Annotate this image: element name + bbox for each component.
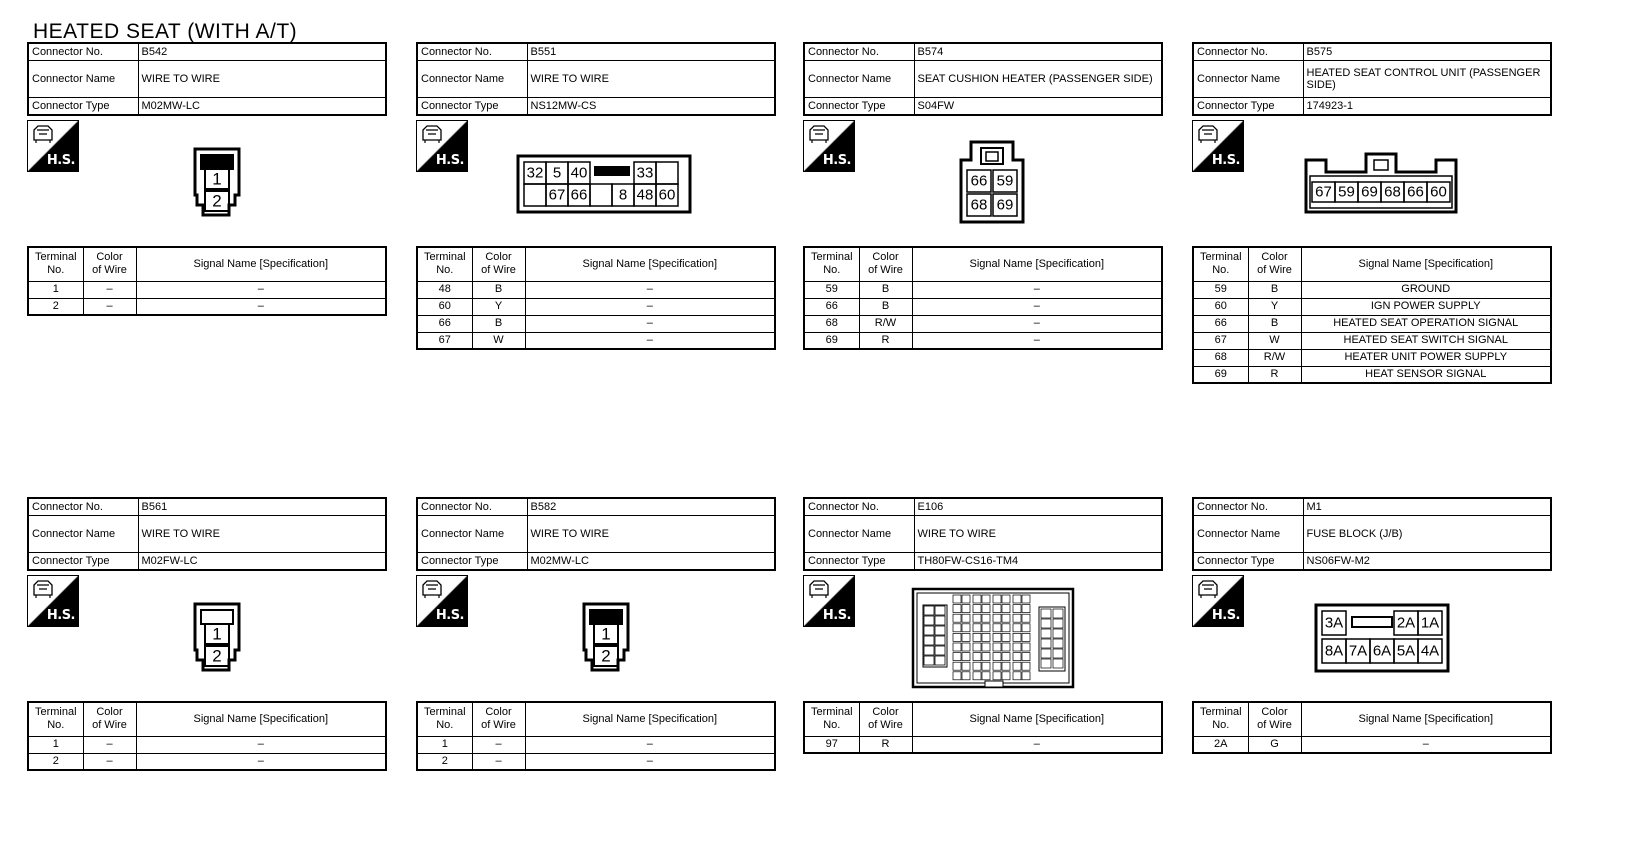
- table-row: [28, 281, 386, 298]
- signal-name-cell: GROUND: [1301, 281, 1551, 298]
- connector-name-label: Connector Name: [804, 515, 914, 552]
- connector-type-row: [28, 552, 386, 570]
- pin-label: 59: [996, 172, 1014, 190]
- connector-type-value: NS06FW-M2: [1303, 552, 1551, 570]
- connector-no-label: Connector No.: [804, 43, 914, 60]
- terminal-no-header: Terminal No.: [28, 702, 83, 736]
- connector-type-label: Connector Type: [804, 552, 914, 570]
- connector-block-b551: [416, 42, 776, 346]
- table-row: [28, 753, 386, 770]
- signal-name-cell: HEATER UNIT POWER SUPPLY: [1301, 349, 1551, 366]
- connector-type-value: M02MW-LC: [527, 552, 775, 570]
- pin-label: 4A: [1420, 642, 1440, 660]
- hs-label: H.S.: [435, 608, 464, 623]
- connector-no-value: E106: [914, 498, 1162, 515]
- connector-no-value: M1: [1303, 498, 1551, 515]
- table-row: [804, 281, 1162, 298]
- connector-type-value: M02FW-LC: [138, 552, 386, 570]
- connector-info-table: [1192, 42, 1552, 116]
- color-of-wire-cell: –: [472, 736, 525, 753]
- connector-no-value: B551: [527, 43, 775, 60]
- signal-name-cell: HEAT SENSOR SIGNAL: [1301, 366, 1551, 383]
- color-of-wire-header: Color of Wire: [83, 247, 136, 281]
- connector-info-table: [27, 42, 387, 116]
- hs-label: H.S.: [822, 153, 851, 168]
- harness-side-badge: [803, 120, 855, 172]
- terminal-no-cell: 2: [417, 753, 472, 770]
- connector-no-label: Connector No.: [1193, 43, 1303, 60]
- connector-info-table: [27, 497, 387, 571]
- pin-label: 6A: [1372, 642, 1392, 660]
- pin-label: 66: [970, 172, 988, 190]
- terminal-no-cell: 66: [417, 315, 472, 332]
- connector-info-table: [803, 42, 1163, 116]
- connector-no-row: [1193, 43, 1551, 60]
- color-of-wire-header: Color of Wire: [859, 247, 912, 281]
- terminal-table: [27, 701, 387, 771]
- connector-name-value: WIRE TO WIRE: [138, 60, 386, 97]
- harness-side-car-icon: [32, 124, 54, 144]
- signal-name-cell: –: [912, 281, 1162, 298]
- color-of-wire-cell: –: [83, 736, 136, 753]
- terminal-no-cell: 67: [1193, 332, 1248, 349]
- terminal-table: [27, 246, 387, 316]
- connector-name-label: Connector Name: [28, 60, 138, 97]
- color-of-wire-cell: W: [472, 332, 525, 349]
- connector-block-b582: [416, 497, 776, 782]
- connector-type-row: [28, 97, 386, 115]
- pin-label: 68: [1384, 183, 1401, 201]
- pin-label: 1: [601, 624, 611, 644]
- terminal-no-cell: 60: [1193, 298, 1248, 315]
- harness-side-badge: [27, 575, 79, 627]
- connector-block-b542: [27, 42, 387, 327]
- terminal-table: [1192, 246, 1552, 384]
- signal-name-cell: –: [912, 298, 1162, 315]
- connector-name-label: Connector Name: [417, 515, 527, 552]
- terminal-header-row: [804, 247, 1162, 281]
- color-of-wire-header: Color of Wire: [472, 247, 525, 281]
- terminal-no-cell: 1: [417, 736, 472, 753]
- harness-side-car-icon: [421, 124, 443, 144]
- color-of-wire-cell: B: [1248, 315, 1301, 332]
- signal-name-cell: –: [136, 281, 386, 298]
- connector-block-b574: [803, 42, 1163, 346]
- connector-face: [911, 587, 1075, 694]
- connector-type-label: Connector Type: [1193, 97, 1303, 115]
- table-row: [1193, 736, 1551, 753]
- table-row: [417, 281, 775, 298]
- table-row: [28, 736, 386, 753]
- connector-name-value: WIRE TO WIRE: [914, 515, 1162, 552]
- signal-name-cell: –: [525, 298, 775, 315]
- terminal-no-cell: 2A: [1193, 736, 1248, 753]
- terminal-no-cell: 60: [417, 298, 472, 315]
- connector-face: [1314, 603, 1450, 678]
- terminal-header-row: [1193, 247, 1551, 281]
- color-of-wire-cell: Y: [472, 298, 525, 315]
- connector-no-row: [804, 43, 1162, 60]
- table-row: [28, 298, 386, 315]
- pin-label: 40: [570, 164, 588, 182]
- connector-type-value: 174923-1: [1303, 97, 1551, 115]
- signal-name-cell: –: [912, 736, 1162, 753]
- connector-name-row: [804, 515, 1162, 552]
- harness-side-badge: [803, 575, 855, 627]
- table-row: [417, 736, 775, 753]
- terminal-no-header: Terminal No.: [417, 702, 472, 736]
- terminal-no-cell: 59: [804, 281, 859, 298]
- connector-type-value: M02MW-LC: [138, 97, 386, 115]
- pin-label: 8A: [1324, 642, 1344, 660]
- terminal-no-cell: 66: [804, 298, 859, 315]
- harness-side-badge: [1192, 575, 1244, 627]
- pin-label: 1A: [1420, 614, 1440, 632]
- terminal-header-row: [804, 702, 1162, 736]
- table-row: [1193, 315, 1551, 332]
- terminal-no-cell: 59: [1193, 281, 1248, 298]
- pin-label: 5A: [1396, 642, 1416, 660]
- connector-name-value: WIRE TO WIRE: [527, 515, 775, 552]
- connector-block-m1: [1192, 497, 1552, 782]
- terminal-no-cell: 67: [417, 332, 472, 349]
- pin-label: 2A: [1396, 614, 1416, 632]
- table-row: [804, 298, 1162, 315]
- pin-label: 1: [212, 624, 222, 644]
- harness-side-car-icon: [421, 579, 443, 599]
- terminal-no-header: Terminal No.: [804, 702, 859, 736]
- hs-label: H.S.: [1211, 153, 1240, 168]
- connector-type-row: [417, 97, 775, 115]
- pin-label: 66: [1407, 183, 1424, 201]
- connector-block-b561: [27, 497, 387, 782]
- connector-face: [193, 147, 243, 224]
- connector-no-label: Connector No.: [28, 43, 138, 60]
- signal-name-cell: –: [912, 315, 1162, 332]
- color-of-wire-cell: B: [472, 281, 525, 298]
- pin-label: 60: [1430, 183, 1447, 201]
- color-of-wire-header: Color of Wire: [1248, 702, 1301, 736]
- pin-label: 5: [552, 164, 562, 182]
- connector-no-row: [804, 498, 1162, 515]
- signal-name-header: Signal Name [Specification]: [136, 702, 386, 736]
- connector-name-label: Connector Name: [804, 60, 914, 97]
- table-row: [1193, 281, 1551, 298]
- hs-label: H.S.: [435, 153, 464, 168]
- connector-name-value: HEATED SEAT CONTROL UNIT (PASSENGER SIDE): [1303, 60, 1551, 97]
- signal-name-cell: IGN POWER SUPPLY: [1301, 298, 1551, 315]
- signal-name-cell: –: [136, 736, 386, 753]
- connector-name-value: FUSE BLOCK (J/B): [1303, 515, 1551, 552]
- connector-no-row: [417, 43, 775, 60]
- pin-label: 67: [1315, 183, 1332, 201]
- color-of-wire-header: Color of Wire: [83, 702, 136, 736]
- harness-side-car-icon: [1197, 124, 1219, 144]
- pin-label: 68: [970, 196, 988, 214]
- connector-name-row: [28, 515, 386, 552]
- signal-name-header: Signal Name [Specification]: [912, 702, 1162, 736]
- signal-name-cell: –: [525, 332, 775, 349]
- connector-type-row: [417, 552, 775, 570]
- connector-face: [1304, 150, 1460, 219]
- signal-name-cell: HEATED SEAT OPERATION SIGNAL: [1301, 315, 1551, 332]
- color-of-wire-cell: G: [1248, 736, 1301, 753]
- connector-type-value: NS12MW-CS: [527, 97, 775, 115]
- color-of-wire-cell: R/W: [859, 315, 912, 332]
- terminal-no-cell: 69: [804, 332, 859, 349]
- connector-type-label: Connector Type: [1193, 552, 1303, 570]
- pin-label: 2: [212, 191, 222, 211]
- page-title: HEATED SEAT (WITH A/T): [33, 20, 298, 43]
- table-row: [417, 315, 775, 332]
- connector-type-label: Connector Type: [804, 97, 914, 115]
- signal-name-cell: –: [1301, 736, 1551, 753]
- color-of-wire-cell: –: [83, 753, 136, 770]
- pin-label: 69: [996, 196, 1014, 214]
- terminal-no-header: Terminal No.: [417, 247, 472, 281]
- connector-no-row: [28, 43, 386, 60]
- harness-side-car-icon: [808, 124, 830, 144]
- signal-name-header: Signal Name [Specification]: [1301, 247, 1551, 281]
- connector-info-table: [1192, 497, 1552, 571]
- harness-side-car-icon: [808, 579, 830, 599]
- signal-name-cell: HEATED SEAT SWITCH SIGNAL: [1301, 332, 1551, 349]
- terminal-no-cell: 2: [28, 753, 83, 770]
- connector-face: [959, 138, 1025, 229]
- table-row: [417, 298, 775, 315]
- terminal-header-row: [417, 702, 775, 736]
- connector-name-value: WIRE TO WIRE: [527, 60, 775, 97]
- connector-info-table: [416, 42, 776, 116]
- table-row: [804, 315, 1162, 332]
- color-of-wire-cell: –: [83, 281, 136, 298]
- terminal-header-row: [417, 247, 775, 281]
- pin-label: 69: [1361, 183, 1378, 201]
- connector-no-value: B561: [138, 498, 386, 515]
- color-of-wire-header: Color of Wire: [859, 702, 912, 736]
- pin-label: 59: [1338, 183, 1355, 201]
- connector-type-label: Connector Type: [417, 97, 527, 115]
- signal-name-header: Signal Name [Specification]: [1301, 702, 1551, 736]
- table-row: [1193, 332, 1551, 349]
- terminal-no-cell: 1: [28, 281, 83, 298]
- connector-type-row: [1193, 552, 1551, 570]
- color-of-wire-cell: R/W: [1248, 349, 1301, 366]
- connector-info-table: [803, 497, 1163, 571]
- signal-name-cell: –: [525, 281, 775, 298]
- pin-label: 67: [548, 186, 566, 204]
- color-of-wire-cell: R: [859, 736, 912, 753]
- connector-name-row: [1193, 515, 1551, 552]
- table-row: [1193, 366, 1551, 383]
- terminal-no-header: Terminal No.: [804, 247, 859, 281]
- color-of-wire-cell: B: [859, 281, 912, 298]
- color-of-wire-header: Color of Wire: [472, 702, 525, 736]
- color-of-wire-cell: W: [1248, 332, 1301, 349]
- connector-name-label: Connector Name: [417, 60, 527, 97]
- connector-name-row: [804, 60, 1162, 97]
- terminal-header-row: [28, 702, 386, 736]
- color-of-wire-cell: –: [472, 753, 525, 770]
- connector-type-row: [804, 552, 1162, 570]
- table-row: [417, 753, 775, 770]
- terminal-no-cell: 68: [1193, 349, 1248, 366]
- connector-face: [516, 154, 694, 219]
- color-of-wire-cell: B: [472, 315, 525, 332]
- terminal-table: [416, 246, 776, 350]
- harness-side-car-icon: [32, 579, 54, 599]
- table-row: [1193, 298, 1551, 315]
- connector-name-label: Connector Name: [1193, 515, 1303, 552]
- harness-side-car-icon: [1197, 579, 1219, 599]
- pin-label: 60: [658, 186, 676, 204]
- pin-label: 32: [526, 164, 544, 182]
- color-of-wire-cell: Y: [1248, 298, 1301, 315]
- connector-name-label: Connector Name: [28, 515, 138, 552]
- table-row: [1193, 349, 1551, 366]
- hs-label: H.S.: [822, 608, 851, 623]
- terminal-no-header: Terminal No.: [1193, 247, 1248, 281]
- connector-name-value: WIRE TO WIRE: [138, 515, 386, 552]
- color-of-wire-cell: B: [859, 298, 912, 315]
- terminal-header-row: [1193, 702, 1551, 736]
- signal-name-cell: –: [525, 315, 775, 332]
- connector-info-table: [416, 497, 776, 571]
- connector-name-label: Connector Name: [1193, 60, 1303, 97]
- connector-no-value: B575: [1303, 43, 1551, 60]
- connector-no-value: B542: [138, 43, 386, 60]
- connector-type-label: Connector Type: [28, 552, 138, 570]
- connector-no-row: [417, 498, 775, 515]
- harness-side-badge: [416, 575, 468, 627]
- pin-label: 8: [618, 186, 628, 204]
- signal-name-header: Signal Name [Specification]: [136, 247, 386, 281]
- signal-name-cell: –: [525, 736, 775, 753]
- table-row: [804, 736, 1162, 753]
- connector-name-row: [417, 60, 775, 97]
- connector-no-label: Connector No.: [417, 498, 527, 515]
- terminal-no-cell: 1: [28, 736, 83, 753]
- pin-label: 3A: [1324, 614, 1344, 632]
- signal-name-cell: –: [136, 298, 386, 315]
- terminal-header-row: [28, 247, 386, 281]
- connector-no-row: [28, 498, 386, 515]
- terminal-table: [803, 246, 1163, 350]
- color-of-wire-cell: R: [859, 332, 912, 349]
- table-row: [417, 332, 775, 349]
- connector-type-value: TH80FW-CS16-TM4: [914, 552, 1162, 570]
- signal-name-header: Signal Name [Specification]: [912, 247, 1162, 281]
- pin-label: 33: [636, 164, 654, 182]
- connector-no-label: Connector No.: [804, 498, 914, 515]
- connector-type-value: S04FW: [914, 97, 1162, 115]
- signal-name-cell: –: [525, 753, 775, 770]
- signal-name-header: Signal Name [Specification]: [525, 247, 775, 281]
- connector-name-row: [28, 60, 386, 97]
- terminal-no-header: Terminal No.: [28, 247, 83, 281]
- pin-label: 7A: [1348, 642, 1368, 660]
- connector-no-label: Connector No.: [28, 498, 138, 515]
- harness-side-badge: [27, 120, 79, 172]
- connector-face: [582, 602, 632, 679]
- terminal-table: [416, 701, 776, 771]
- color-of-wire-cell: R: [1248, 366, 1301, 383]
- connector-type-row: [804, 97, 1162, 115]
- terminal-no-cell: 69: [1193, 366, 1248, 383]
- pin-label: 2: [212, 646, 222, 666]
- hs-label: H.S.: [46, 153, 75, 168]
- signal-name-header: Signal Name [Specification]: [525, 702, 775, 736]
- signal-name-cell: –: [136, 753, 386, 770]
- connector-type-label: Connector Type: [417, 552, 527, 570]
- connector-type-label: Connector Type: [28, 97, 138, 115]
- connector-block-b575: [1192, 42, 1552, 380]
- color-of-wire-cell: B: [1248, 281, 1301, 298]
- terminal-no-cell: 48: [417, 281, 472, 298]
- terminal-table: [1192, 701, 1552, 754]
- harness-side-badge: [1192, 120, 1244, 172]
- harness-side-badge: [416, 120, 468, 172]
- pin-label: 66: [570, 186, 588, 204]
- table-row: [804, 332, 1162, 349]
- terminal-table: [803, 701, 1163, 754]
- pin-label: 48: [636, 186, 654, 204]
- connector-no-label: Connector No.: [1193, 498, 1303, 515]
- pin-label: 1: [212, 169, 222, 189]
- color-of-wire-cell: –: [83, 298, 136, 315]
- signal-name-cell: –: [912, 332, 1162, 349]
- terminal-no-header: Terminal No.: [1193, 702, 1248, 736]
- connector-no-row: [1193, 498, 1551, 515]
- terminal-no-cell: 97: [804, 736, 859, 753]
- terminal-no-cell: 2: [28, 298, 83, 315]
- connector-name-row: [1193, 60, 1551, 97]
- connector-name-value: SEAT CUSHION HEATER (PASSENGER SIDE): [914, 60, 1162, 97]
- connector-no-label: Connector No.: [417, 43, 527, 60]
- color-of-wire-header: Color of Wire: [1248, 247, 1301, 281]
- connector-face: [193, 602, 243, 679]
- terminal-no-cell: 66: [1193, 315, 1248, 332]
- connector-no-value: B582: [527, 498, 775, 515]
- hs-label: H.S.: [46, 608, 75, 623]
- connector-block-e106: [803, 497, 1163, 782]
- hs-label: H.S.: [1211, 608, 1240, 623]
- pin-label: 2: [601, 646, 611, 666]
- terminal-no-cell: 68: [804, 315, 859, 332]
- connector-name-row: [417, 515, 775, 552]
- connector-no-value: B574: [914, 43, 1162, 60]
- connector-type-row: [1193, 97, 1551, 115]
